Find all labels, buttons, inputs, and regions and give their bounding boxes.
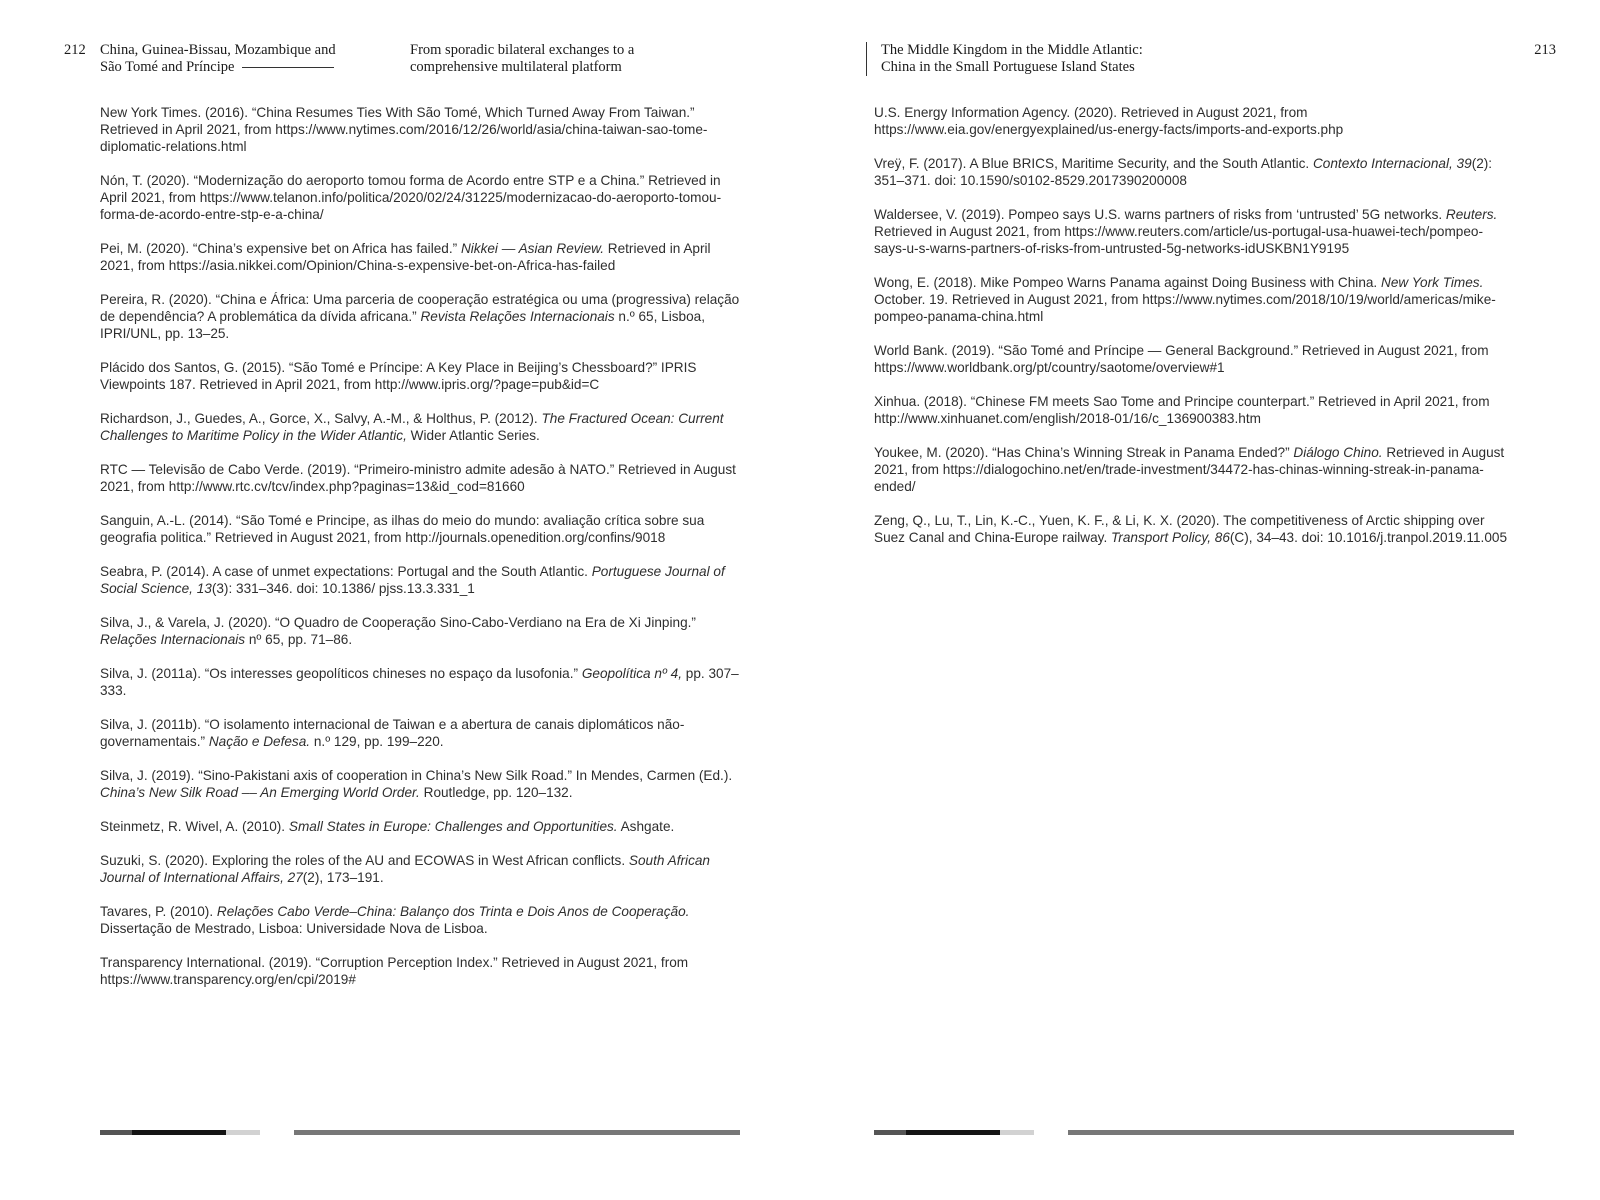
reference-pre: Pei, M. (2020). “China’s expensive bet on Africa has failed.” (100, 241, 461, 256)
reference-list (100, 104, 740, 1005)
reference-ital: China’s New Silk Road –– An Emerging World Order. (100, 785, 420, 800)
reference-entry (874, 206, 1514, 257)
reference-ital: Geopolítica nº 4, (581, 666, 683, 681)
page-number: 213 (1534, 42, 1556, 58)
reference-pre: Waldersee, V. (2019). Pompeo says U.S. warns partners of risks from ‘untrusted’ 5G networks. (874, 207, 1446, 222)
reference-entry (874, 512, 1514, 546)
reference-pre: Xinhua. (2018). “Chinese FM meets Sao Tome and Principe counterpart.” Retrieved in April 2021, from http://www.xinhuanet.com/english/2018-01/16/c_136900383.htm (874, 394, 1490, 426)
running-title-line2: China in the Small Portuguese Island States (881, 59, 1135, 75)
page-number: 212 (64, 42, 86, 58)
bar-segment-light (1000, 1130, 1034, 1135)
reference-pre: Wong, E. (2018). Mike Pompeo Warns Panama against Doing Business with China. (874, 275, 1381, 290)
reference-entry (874, 104, 1514, 138)
reference-entry (100, 767, 740, 801)
running-title-line1: The Middle Kingdom in the Middle Atlantic: (881, 42, 1143, 58)
reference-pre: Nón, T. (2020). “Modernização do aeroporto tomou forma de Acordo entre STP e a China.” Retrieved in April 2021, from https://www.telanon.info/politica/2020/02/24/31225/modernizacao-do-aeroporto-tomou-forma-de-acordo-entre-stp-e-a-china/ (100, 173, 722, 222)
reference-post: October. 19. Retrieved in August 2021, from https://www.nytimes.com/2018/10/19/world/americas/mike-pompeo-panama-china.html (874, 292, 1496, 324)
reference-ital: Transport Policy, 86 (1111, 530, 1230, 545)
reference-pre: Youkee, M. (2020). “Has China’s Winning Streak in Panama Ended?” (874, 445, 1294, 460)
reference-pre: Zeng, Q., Lu, T., Lin, K.-C., Yuen, K. F., & Li, K. X. (2020). The competitiveness of Arctic shipping over Suez Canal and China-Europe railway. (874, 513, 1485, 545)
reference-pre: U.S. Energy Information Agency. (2020). Retrieved in August 2021, from https://www.eia.gov/energyexplained/us-energy-facts/imports-and-exports.php (874, 105, 1344, 137)
reference-entry (100, 903, 740, 937)
section-title-line2: comprehensive multilateral platform (410, 59, 622, 75)
reference-pre: RTC — Televisão de Cabo Verde. (2019). “Primeiro-ministro admite adesão à NATO.” Retrieved in August 2021, from http://www.rtc.cv/tcv/index.php?paginas=13&id_cod=81660 (100, 462, 736, 494)
reference-pre: Silva, J., & Varela, J. (2020). “O Quadro de Cooperação Sino-Cabo-Verdiano na Era de Xi Jinping.” (100, 615, 696, 630)
bar-segment-long (1068, 1130, 1514, 1135)
reference-post: Retrieved in August 2021, from https://dialogochino.net/en/trade-investment/34472-has-chinas-winning-streak-in-panama-ended/ (874, 445, 1505, 494)
reference-entry (100, 291, 740, 342)
right-page (800, 0, 1600, 1200)
reference-ital: The Fractured Ocean: Current Challenges to Maritime Policy in the Wider Atlantic, (100, 411, 724, 443)
reference-post: n.º 129, pp. 199–220. (310, 734, 444, 749)
reference-entry (100, 563, 740, 597)
reference-pre: Pereira, R. (2020). “China e África: Uma parceria de cooperação estratégica ou uma (progressiva) relação de dependência? A problemática da dívida africana.” (100, 292, 740, 324)
reference-post: Dissertação de Mestrado, Lisboa: Universidade Nova de Lisboa. (100, 921, 488, 936)
reference-ital: Contexto Internacional, 39 (1312, 156, 1472, 171)
reference-ital: Reuters. (1445, 207, 1498, 222)
reference-post: nº 65, pp. 71–86. (245, 632, 353, 647)
reference-ital: South African Journal of International Affairs, 27 (100, 853, 710, 885)
reference-ital: Portuguese Journal of Social Science, 13 (100, 564, 725, 596)
reference-pre: Steinmetz, R. Wivel, A. (2010). (100, 819, 289, 834)
reference-ital: Relações Internacionais (100, 632, 246, 647)
header-rule (242, 67, 334, 68)
reference-pre: New York Times. (2016). “China Resumes Ties With São Tomé, Which Turned Away From Taiwan.” Retrieved in April 2021, from https://www.nytimes.com/2016/12/26/world/asia/china-taiwan-sao-tome-diplomatic-relations.html (100, 105, 708, 154)
chapter-title-line2: São Tomé and Príncipe (100, 59, 235, 75)
reference-ital: Diálogo Chino. (1293, 445, 1383, 460)
reference-entry (100, 818, 740, 835)
reference-entry (874, 274, 1514, 325)
reference-post: (2): 351–371. doi: 10.1590/s0102-8529.2017390200008 (874, 156, 1493, 188)
running-title (866, 42, 1201, 76)
reference-pre: Suzuki, S. (2020). Exploring the roles of the AU and ECOWAS in West African conflicts. (100, 853, 629, 868)
reference-post: Retrieved in August 2021, from https://www.reuters.com/article/us-portugal-usa-huawei-tech/pompeo-says-u-s-warns-partners-of-risks-from-untrusted-5g-networks-idUSKBN1Y9195 (874, 224, 1483, 256)
reference-entry (100, 172, 740, 223)
reference-entry (100, 359, 740, 393)
reference-pre: Tavares, P. (2010). (100, 904, 217, 919)
reference-pre: World Bank. (2019). “São Tomé and Príncipe — General Background.” Retrieved in August 2021, from https://www.worldbank.org/pt/country/saotome/overview#1 (874, 343, 1489, 375)
reference-ital: New York Times. (1381, 275, 1484, 290)
reference-pre: Vreÿ, F. (2017). A Blue BRICS, Maritime Security, and the South Atlantic. (874, 156, 1313, 171)
footer-bars (100, 1130, 740, 1135)
reference-entry (100, 461, 740, 495)
bar-segment-dark-start (874, 1130, 906, 1135)
reference-entry (100, 240, 740, 274)
reference-post: (3): 331–346. doi: 10.1386/ pjss.13.3.331_1 (211, 581, 475, 596)
reference-entry (100, 410, 740, 444)
bar-segment-light (226, 1130, 260, 1135)
bar-segment-dark (906, 1130, 1000, 1135)
reference-post: pp. 307–333. (100, 666, 739, 698)
section-title (410, 42, 670, 76)
reference-ital: Nação e Defesa. (208, 734, 311, 749)
reference-entry (874, 393, 1514, 427)
reference-post: Wider Atlantic Series. (406, 428, 540, 443)
reference-post: Ashgate. (617, 819, 675, 834)
reference-ital: Revista Relações Internacionais (420, 309, 615, 324)
reference-ital: Small States in Europe: Challenges and Opportunities. (288, 819, 618, 834)
reference-pre: Silva, J. (2011a). “Os interesses geopolíticos chineses no espaço da lusofonia.” (100, 666, 582, 681)
reference-pre: Silva, J. (2011b). “O isolamento internacional de Taiwan e a abertura de canais diplomáticos não-governamentais.” (100, 717, 685, 749)
reference-post: Retrieved in April 2021, from https://asia.nikkei.com/Opinion/China-s-expensive-bet-on-Africa-has-failed (100, 241, 711, 273)
reference-entry (100, 852, 740, 886)
reference-entry (874, 155, 1514, 189)
reference-post: (C), 34–43. doi: 10.1016/j.tranpol.2019.11.005 (1229, 530, 1508, 545)
reference-entry (100, 716, 740, 750)
reference-pre: Seabra, P. (2014). A case of unmet expectations: Portugal and the South Atlantic. (100, 564, 592, 579)
bar-segment-dark-start (100, 1130, 132, 1135)
reference-pre: Silva, J. (2019). “Sino-Pakistani axis of cooperation in China’s New Silk Road.” In Mendes, Carmen (Ed.). (100, 768, 733, 783)
footer-bars (874, 1130, 1514, 1135)
reference-pre: Transparency International. (2019). “Corruption Perception Index.” Retrieved in August 2021, from https://www.transparency.org/en/cpi/2019# (100, 955, 689, 987)
reference-ital: Relações Cabo Verde–China: Balanço dos Trinta e Dois Anos de Cooperação. (216, 904, 690, 919)
bar-segment-dark (132, 1130, 226, 1135)
reference-entry (100, 665, 740, 699)
reference-list (874, 104, 1514, 563)
reference-entry (100, 614, 740, 648)
reference-post: Routledge, pp. 120–132. (419, 785, 573, 800)
chapter-title-line1: China, Guinea-Bissau, Mozambique and (100, 42, 336, 58)
reference-pre: Sanguin, A.-L. (2014). “São Tomé e Principe, as ilhas do meio do mundo: avaliação crítica sobre sua geografia politica.” Retrieved in August 2021, from http://journals.openedition.org/confins/9018 (100, 513, 705, 545)
reference-post: n.º 65, Lisboa, IPRI/UNL, pp. 13–25. (100, 309, 706, 341)
reference-entry (100, 954, 740, 988)
bar-segment-long (294, 1130, 740, 1135)
reference-pre: Plácido dos Santos, G. (2015). “São Tomé e Príncipe: A Key Place in Beijing’s Chessboard?” IPRIS Viewpoints 187. Retrieved in April 2021, from http://www.ipris.org/?page=pub&id=C (100, 360, 697, 392)
reference-entry (874, 444, 1514, 495)
reference-entry (100, 512, 740, 546)
chapter-title (100, 42, 360, 76)
reference-pre: Richardson, J., Guedes, A., Gorce, X., Salvy, A.-M., & Holthus, P. (2012). (100, 411, 542, 426)
reference-entry (874, 342, 1514, 376)
section-title-line1: From sporadic bilateral exchanges to a (410, 42, 635, 58)
reference-post: (2), 173–191. (302, 870, 384, 885)
reference-entry (100, 104, 740, 155)
reference-ital: Nikkei — Asian Review. (460, 241, 604, 256)
